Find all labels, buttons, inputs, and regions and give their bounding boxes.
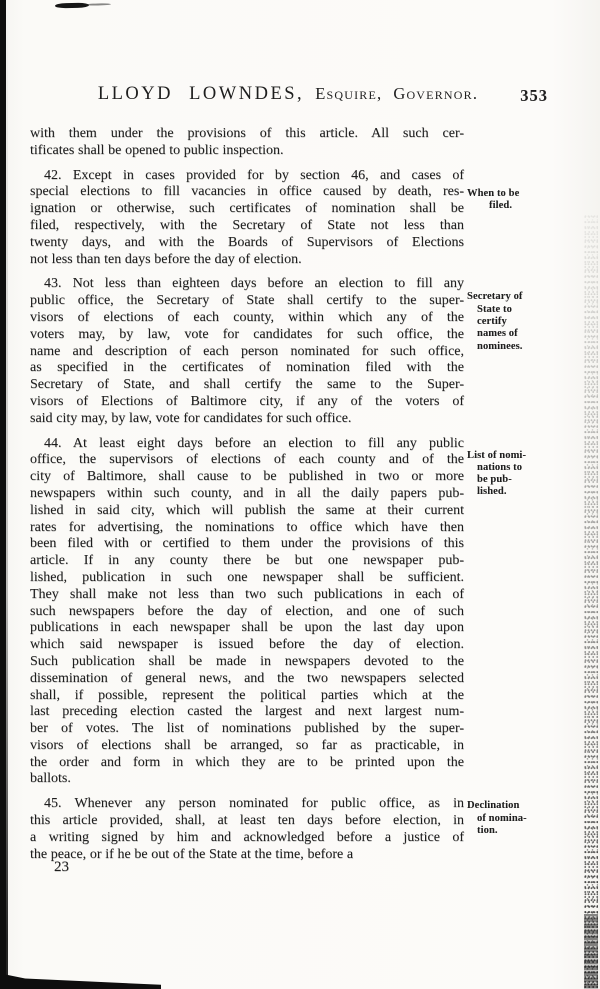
text-line: tificates shall be opened to public inspection. bbox=[30, 142, 284, 158]
margin-note-line: certify bbox=[477, 315, 507, 327]
text-line: name and description of each person nominated for such office, bbox=[30, 343, 464, 359]
text-line: Secretary of State, and shall certify the same to the Super- bbox=[30, 377, 464, 393]
margin-note bbox=[467, 800, 571, 837]
margin-note-line: Secretary of bbox=[467, 291, 523, 303]
text-line: publications in each newspaper shall be upon the last day upon bbox=[30, 620, 464, 636]
margin-note-line: List of nomi- bbox=[467, 449, 527, 461]
text-line: shall, if possible, represent the political parties which at the bbox=[30, 687, 464, 703]
margin-note-line: of nomina- bbox=[477, 812, 527, 824]
signature-number: 23 bbox=[54, 859, 69, 875]
margin-note bbox=[467, 450, 571, 499]
text-line: which said newspaper is issued before the day of election. bbox=[30, 637, 464, 653]
margin-note-line: be pub- bbox=[477, 474, 512, 486]
margin-note-line: tion. bbox=[477, 824, 498, 836]
text-line: as specified in the certificates of nomination filed with the bbox=[30, 360, 464, 376]
text-line: with them under the provisions of this article. All such cer- bbox=[30, 126, 464, 141]
page-number: 353 bbox=[520, 86, 548, 105]
margin-note-line: nominees. bbox=[477, 340, 523, 352]
margin-note-line: When to be bbox=[467, 187, 520, 199]
text-line: a writing signed by him and acknowledged before a justice of bbox=[30, 829, 464, 845]
text-line: this article provided, shall, at least ten days before election, in bbox=[30, 813, 464, 829]
paragraph-sec-42 bbox=[30, 167, 520, 269]
text-line: newspapers within such county, and in all the daily papers pub- bbox=[30, 485, 464, 501]
text-line: filed, respectively, with the Secretary of State not less than bbox=[30, 217, 464, 233]
text-line: 43. Not less than eighteen days before an election to fill any bbox=[44, 276, 464, 292]
paragraph-sec-45 bbox=[30, 796, 527, 863]
margin-note-line: names of bbox=[477, 328, 518, 340]
text-line: visors of Elections of Baltimore city, if any of the voters of bbox=[30, 393, 464, 409]
text-line: the peace, or if he be out of the State at the time, before a bbox=[30, 846, 354, 862]
text-line: ignation or otherwise, such certificates of nomination shall be bbox=[30, 201, 464, 217]
margin-note-line: Declination bbox=[467, 800, 520, 812]
text-line: city of Baltimore, shall cause to be published in two or more bbox=[30, 469, 464, 485]
margin-note bbox=[467, 291, 571, 352]
text-line: 44. At least eight days before an election to fill any public bbox=[44, 435, 464, 451]
text-line: They shall make not less than two such publications in each of bbox=[30, 586, 464, 602]
text-line: last preceding election casted the largest and next largest num- bbox=[30, 704, 464, 720]
text-line: said city may, by law, vote for candidates for such office. bbox=[30, 410, 352, 426]
text-line: visors of elections of each county, within which any of the bbox=[30, 309, 464, 325]
text-line: rates for advertising, the nominations to office which have then bbox=[30, 519, 464, 535]
text-line: voters may, by law, vote for candidates for such office, the bbox=[30, 326, 464, 342]
text-line: office, the supervisors of elections of each county and of the bbox=[30, 452, 464, 468]
text-line: twenty days, and with the Boards of Supervisors of Elections bbox=[30, 234, 464, 250]
text-line: such newspapers before the day of election, and one of such bbox=[30, 603, 464, 619]
margin-note-line: State to bbox=[477, 303, 512, 315]
governor-office: Governor. bbox=[393, 84, 479, 103]
text-line: public office, the Secretary of State shall certify to the super- bbox=[30, 293, 464, 309]
scan-right-edge-texture bbox=[584, 215, 598, 989]
scan-left-edge-artifact bbox=[0, 0, 6, 989]
text-line: the order and form in which they are to be printed upon the bbox=[30, 754, 464, 770]
text-line: 42. Except in cases provided for by section 46, and cases of bbox=[44, 167, 464, 183]
text-line: special elections to fill vacancies in office caused by death, res- bbox=[30, 184, 464, 200]
text-line: ber of votes. The list of nominations published by the super- bbox=[30, 721, 464, 737]
text-line: visors of elections shall be arranged, so far as practicable, in bbox=[30, 737, 464, 753]
governor-name: LLOYD LOWNDES, bbox=[97, 84, 305, 104]
text-line: been filed with or certified to them under the provisions of this bbox=[30, 536, 464, 552]
governor-honorific: Esquire, bbox=[315, 84, 383, 103]
text-line: lished in said city, which will publish the same at their current bbox=[30, 502, 464, 518]
running-header bbox=[0, 84, 600, 105]
page-body-text bbox=[30, 126, 527, 863]
text-line: dissemination of general news, and the two newspapers selected bbox=[30, 670, 464, 686]
text-line: article. If in any county there be but one newspaper pub- bbox=[30, 553, 464, 569]
text-line: lished, publication in such one newspaper shall be sufficient. bbox=[30, 569, 464, 585]
paragraph-sec-43 bbox=[30, 276, 523, 427]
text-line: Such publication shall be made in newspapers devoted to the bbox=[30, 653, 464, 669]
text-line: ballots. bbox=[30, 771, 71, 787]
margin-note bbox=[467, 188, 571, 213]
scan-corner-artifact bbox=[3, 974, 161, 989]
margin-note-line: nations to bbox=[477, 461, 523, 473]
text-line: not less than ten days before the day of election. bbox=[30, 251, 302, 267]
text-line: 45. Whenever any person nominated for public office, as in bbox=[44, 796, 464, 812]
scan-top-smudge-artifact bbox=[55, 3, 89, 9]
margin-note-line: lished. bbox=[477, 486, 507, 498]
margin-note-line: filed. bbox=[489, 199, 513, 211]
paragraph-intro bbox=[30, 126, 464, 160]
paragraph-sec-44 bbox=[30, 435, 527, 789]
